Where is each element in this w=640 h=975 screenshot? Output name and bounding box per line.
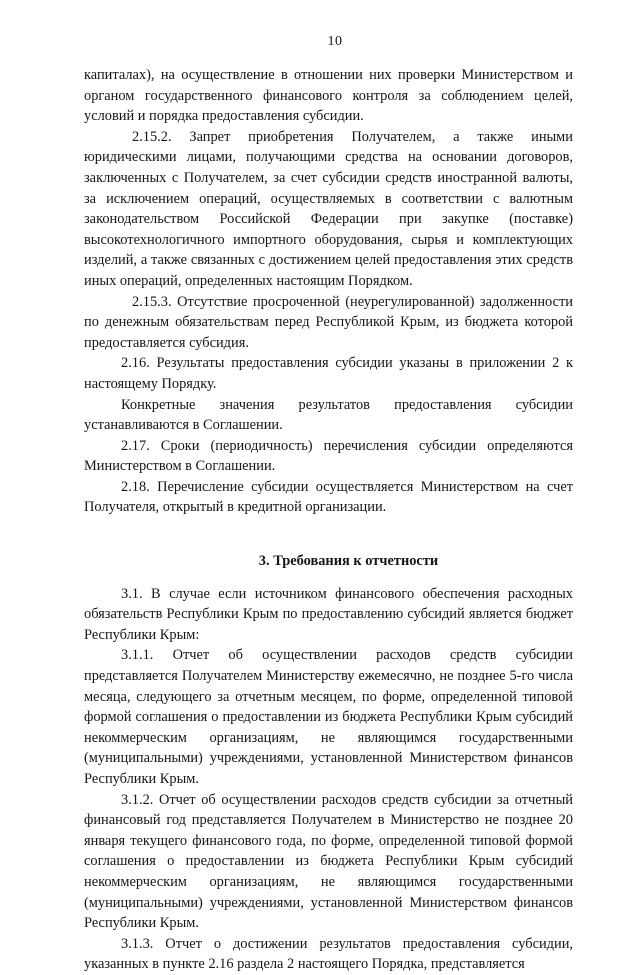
document-body [84, 65, 573, 975]
section-heading: 3. Требования к отчетности [258, 553, 439, 570]
paragraph-3-1-3: 3.1.3. Отчет о достижении результатов предоставления субсидии, указанных в пункте 2.16 раздела 2 настоящего Порядка, представляется [84, 935, 573, 973]
paragraph-2-17: 2.17. Сроки (периодичность) перечисления субсидии определяются Министерством в Соглашении. [84, 437, 573, 475]
paragraph-2-15-2: 2.15.2. Запрет приобретения Получателем, а также иными юридическими лицами, получающими средства на основании договоров, заключенных с Получателем, за счет субсидии средств иностранной валюты, за исключением операций, осуществляемых в соответствии с валютным законодательством Российской Федерации при закупке (поставке) высокотехнологичного импортного оборудования, сырья и комплектующих изделий, а также связанных с достижением целей предоставления этих средств иных операций, определенных настоящим Порядком. [84, 128, 573, 289]
paragraph-2-16: 2.16. Результаты предоставления субсидии указаны в приложении 2 к настоящему Порядку. [84, 355, 573, 392]
spacer [84, 518, 573, 536]
paragraph-3-1: 3.1. В случае если источником финансового обеспечения расходных обязательств Республики Крым по предоставлению субсидий является бюджет Республики Крым: [84, 585, 573, 643]
paragraph-2-15-3: 2.15.3. Отсутствие просроченной (неурегулированной) задолженности по денежным обязательствам перед Республикой Крым, из бюджета которой предоставляется субсидия. [84, 293, 573, 351]
paragraph-3-1-2: 3.1.2. Отчет об осуществлении расходов средств субсидии за отчетный финансовый год представляется Получателем в Министерство не позднее 20 января текущего финансового года, по форме, определенной типовой формой соглашения о предоставлении из бюджета Республики Крым субсидий некоммерческим организациям, не являющимся государственными (муниципальными) учреждениями, установленной Министерством финансов Республики Крым. [84, 791, 573, 932]
page-number: 10 [327, 34, 343, 49]
paragraph-continuation: капиталах), на осуществление в отношении них проверки Министерством и органом государственного финансового контроля за соблюдением целей, условий и порядка предоставления субсидии. [84, 67, 573, 125]
paragraph-2-18: 2.18. Перечисление субсидии осуществляется Министерством на счет Получателя, открытый в кредитной организации. [84, 478, 573, 516]
paragraph-3-1-1: 3.1.1. Отчет об осуществлении расходов средств субсидии представляется Получателем Министерству ежемесячно, не позднее 5-го числа месяца, следующего за отчетным месяцем, по форме, определенной типовой формой соглашения о предоставлении из бюджета Республики Крым субсидий некоммерческим организациям, не являющимся государственными (муниципальными) учреждениями, установленной Министерством финансов Республики Крым. [84, 647, 573, 787]
paragraph-specific-values: Конкретные значения результатов предоставления субсидии устанавливаются в Соглашении. [84, 396, 573, 434]
